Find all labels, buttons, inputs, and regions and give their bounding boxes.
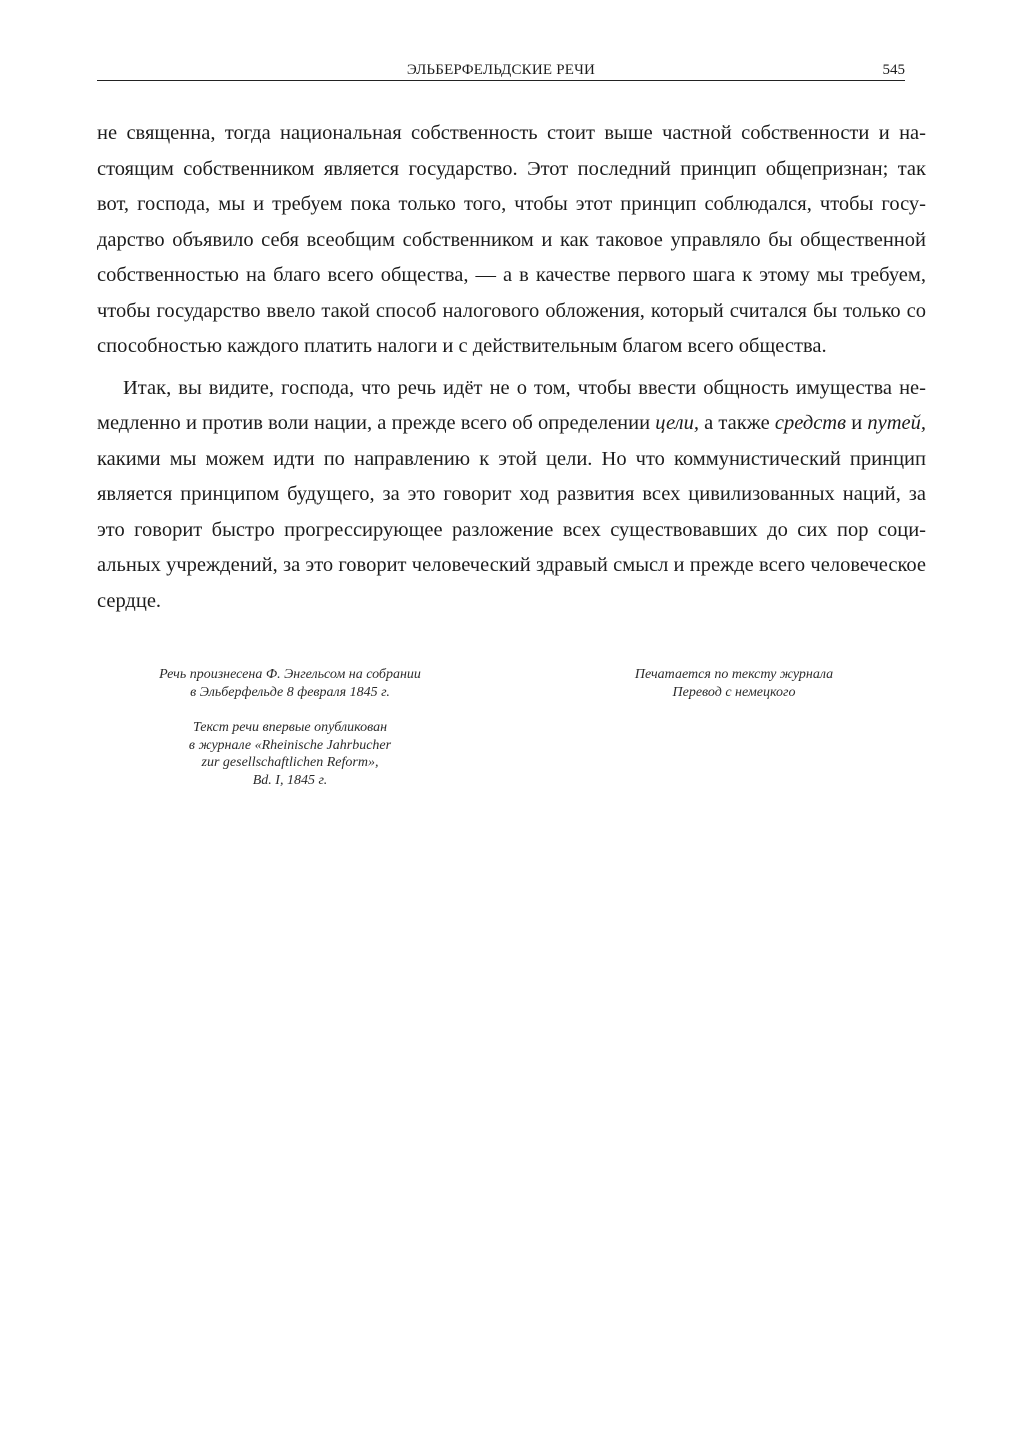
note-left-line-3: Текст речи впервые опубликован [192, 720, 388, 735]
note-left-line-6: Bd. I, 1845 г. [252, 772, 328, 788]
emphasis-means: средств [774, 412, 846, 434]
page-number: 545 [882, 62, 905, 78]
emphasis-ways: путей, [867, 412, 926, 434]
paragraph-2 [97, 371, 926, 620]
note-right-line-1: Печатается по тексту журнала [634, 667, 834, 682]
paragraph-1: не священна, тогда национальная собственность стоит выше частной собственности и настоящим собственником является государство. Этот последний принцип общепризнан; так вот, господа, мы и требуем пока только того, чтобы этот принцип соблюдался, чтобы государство объявило себя всеобщим собственником и как таковое управляло бы общественной собственностью на благо всего общества, — а в качестве первого шага к этому мы требуем, чтобы государство ввело такой способ налогового обложения, который считался бы только со способностью каждого платить налоги и с действительным благом всего общества. [97, 122, 926, 357]
running-header [97, 58, 905, 81]
note-left-line-2: в Эльберфельде 8 февраля 1845 г. [190, 684, 390, 700]
paragraph-2-part-4: какими мы можем идти по направлению к этой цели. Но что коммунистический принцип является принципом будущего, за это говорит ход развития всех цивилизованных наций, за это говорит быстро прогрессирующее разложение всех существовавших до сих пор социальных учреждений, за это говорит человеческий здравый смысл и прежде всего человеческое сердце. [97, 447, 926, 612]
note-left-line-1: Речь произнесена Ф. Энгельсом на собрании [159, 667, 421, 682]
paragraph-2-part-3: и [846, 412, 868, 434]
paragraph-2-part-2: а также [698, 412, 775, 434]
note-right-line-2: Перевод с немецкого [672, 684, 796, 700]
emphasis-goal: цели, [655, 412, 699, 434]
paragraph-2-part-1: Итак, вы видите, господа, что речь идёт не о том, чтобы ввести общность имущества немедленно и против воли нации, а прежде всего об определении [97, 376, 926, 434]
running-title: ЭЛЬБЕРФЕЛЬДСКИЕ РЕЧИ [406, 62, 596, 78]
main-text [97, 116, 926, 625]
source-note-right [584, 666, 884, 701]
note-left-line-5: zur gesellschaftlichen Reform», [201, 755, 379, 770]
source-note-left [140, 666, 440, 789]
note-left-line-4: в журнале «Rheinische Jahrbucher [188, 737, 392, 753]
